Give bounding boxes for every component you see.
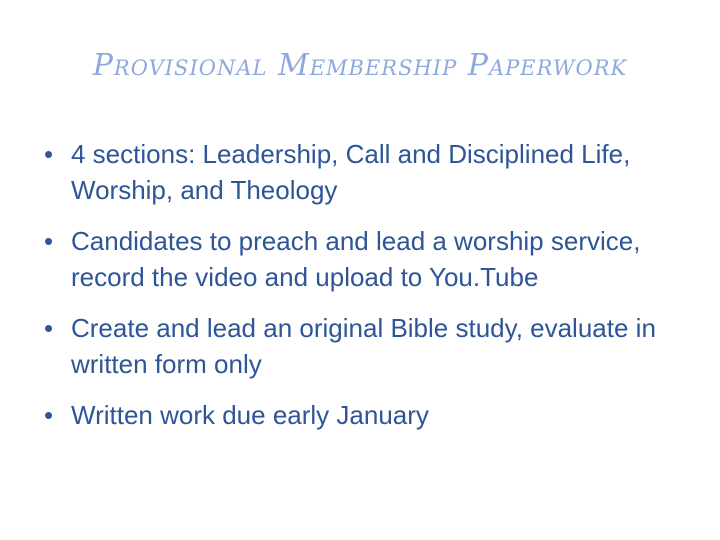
slide-title: Provisional Membership Paperwork [92,48,628,83]
bullet-icon: • [44,139,54,169]
bullet-icon: • [44,313,54,343]
bullet-text: 4 sections: Leadership, Call and Disciplined Life, Worship, and Theology [71,139,631,205]
bullet-item [44,136,664,208]
bullet-icon: • [44,226,54,256]
bullet-text: Candidates to preach and lead a worship service, record the video and upload to You.Tube [71,226,641,292]
bullet-icon: • [44,400,54,430]
bullet-text: Create and lead an original Bible study, evaluate in written form only [71,313,656,379]
bullet-text: Written work due early January [71,400,429,430]
bullet-list [44,136,664,448]
bullet-item [44,310,664,382]
bullet-item [44,397,664,433]
bullet-item [44,223,664,295]
